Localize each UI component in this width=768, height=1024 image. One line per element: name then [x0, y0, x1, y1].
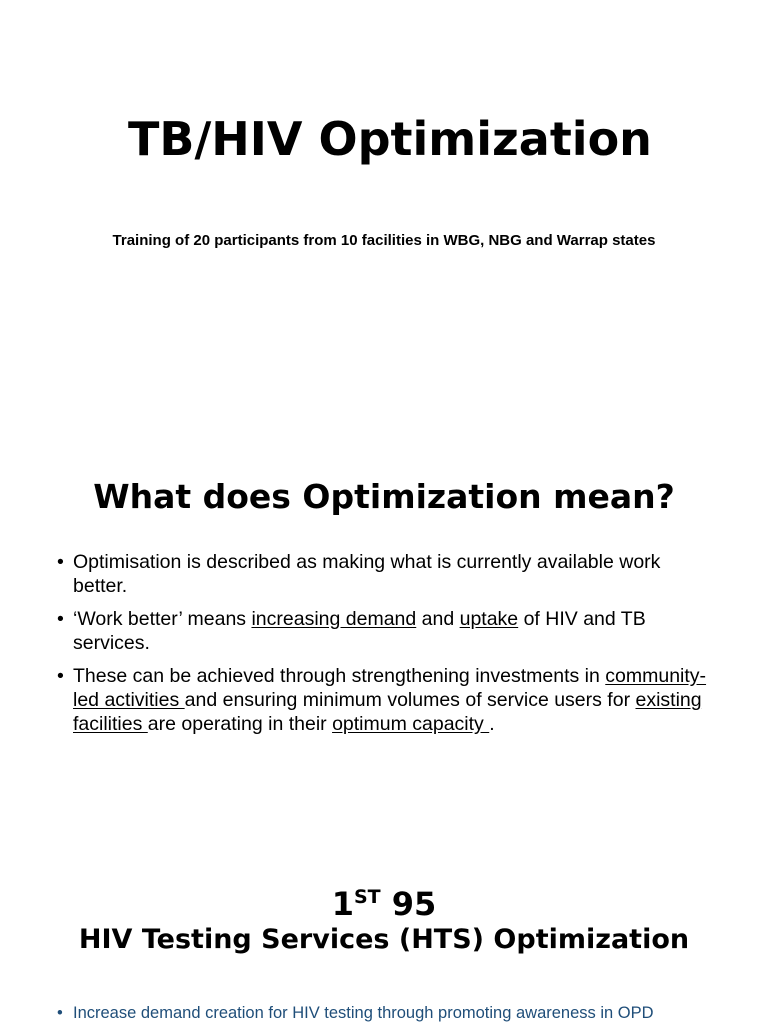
- number-digit: 1: [331, 885, 354, 923]
- slide3-bullet-list: [57, 1002, 737, 1024]
- bullet-text: .: [489, 713, 495, 735]
- number-suffix: ST: [353, 886, 381, 908]
- slide3-bullet-1: [57, 1002, 737, 1024]
- bullet-text: of HIV and TB services.: [73, 608, 646, 654]
- slide1-title: TB/HIV Optimization: [128, 112, 652, 166]
- slide2-bullet-list: [57, 550, 707, 745]
- bullet-text: Optimisation is described as making what is currently available work better.: [73, 551, 661, 597]
- bullet-text: ‘Work better’ means: [73, 608, 252, 630]
- bullet-text: and: [416, 608, 460, 630]
- bullet-icon: •: [57, 551, 64, 573]
- slide2-bullet-1: [57, 550, 707, 598]
- slide2-title: What does Optimization mean?: [93, 477, 675, 516]
- bullet-text: and ensuring minimum volumes of service users for: [184, 689, 636, 711]
- slide2-bullet-2: [57, 607, 707, 655]
- link-optimum-capacity[interactable]: optimum capacity: [332, 713, 490, 735]
- number-rest: 95: [380, 885, 437, 923]
- bullet-icon: •: [57, 1004, 63, 1022]
- link-uptake[interactable]: uptake: [459, 608, 519, 630]
- slide3-number: [0, 884, 768, 924]
- bullet-text: Increase demand creation for HIV testing through promoting awareness in OPD: [73, 1004, 654, 1022]
- slide1-subtitle: Training of 20 participants from 10 facilities in WBG, NBG and Warrap states: [112, 232, 656, 249]
- bullet-icon: •: [57, 608, 64, 630]
- link-increasing-demand[interactable]: increasing demand: [251, 608, 417, 630]
- slide3-title: HIV Testing Services (HTS) Optimization: [78, 924, 690, 955]
- bullet-text: These can be achieved through strengthening investments in: [73, 665, 606, 687]
- link-existing-facilities[interactable]: existing facilities: [73, 689, 702, 735]
- link-community-led-activities[interactable]: community-led activities: [73, 665, 707, 711]
- bullet-icon: •: [57, 665, 64, 687]
- bullet-text: are operating in their: [147, 713, 333, 735]
- slide2-bullet-3: [57, 664, 707, 736]
